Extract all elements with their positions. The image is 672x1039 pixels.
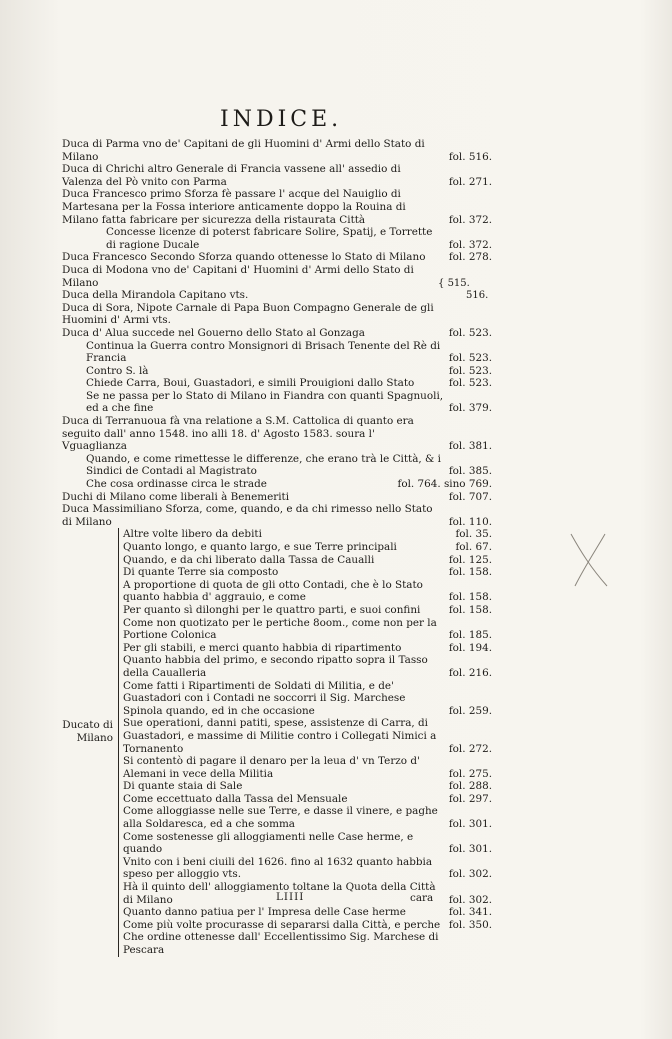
index-entry [62,415,492,453]
index-entry [62,138,492,163]
entry-text: Concesse licenze di poterst fabricare Solire, Spatij, e Torrette di ragione Ducale [106,226,433,251]
folio-reference: fol. 110. [448,515,492,528]
entry-text: Duca Francesco Secondo Sforza quando ottenesse lo Stato di Milano [62,251,426,264]
entry-text: Di quante staia di Sale [123,780,243,793]
index-entry [123,579,492,604]
margin-note [438,278,488,302]
entry-text: Altre volte libero da debiti [123,528,262,541]
entry-text: Come sostenesse gli alloggiamenti nelle Case herme, e quando [123,830,414,856]
folio-reference: fol. 379. [448,402,492,415]
entry-text: Duca Massimiliano Sforza, come, quando, e da chi rimesso nello Stato di Milano [62,503,433,528]
entry-text: Come alloggiasse nelle sue Terre, e dasse il vinere, e paghe alla Soldaresca, ed a che somma [123,805,438,831]
entry-text: Duca di Chrichi altro Generale di Francia vassene all' assedio di Valenza del Pò vnito con Parma [62,163,401,188]
folio-reference: fol. 350. [448,918,492,931]
index-entry [123,755,492,780]
index-entry [62,390,492,415]
index-entry [123,528,492,541]
folio-reference: fol. 385. [448,465,492,478]
index-entry [62,340,492,365]
margin-note-b: 516. [466,290,489,301]
folio-reference: fol. 516. [448,150,492,163]
folio-reference: fol. 125. [448,553,492,566]
entry-text: Per gli stabili, e merci quanto habbia di ripartimento [123,641,402,654]
index-entry [62,264,492,289]
folio-reference: fol. 523. [448,364,492,377]
folio-reference: fol. 301. [448,843,492,856]
entry-text: Duchi di Milano come liberali à Benemeriti [62,490,290,503]
index-entry [62,163,492,188]
index-entry [123,554,492,567]
entry-text: Di quante Terre sia composto [123,566,279,579]
entry-text: Duca di Modona vno de' Capitani d' Huomini d' Armi dello Stato di Milano [62,263,414,289]
folio-reference: fol. 216. [448,666,492,679]
entry-text: Quanto longo, e quanto largo, e sue Terre principali [123,541,397,553]
folio-reference: fol. 523. [448,377,492,390]
entry-text: Duca della Mirandola Capitano vts. [62,289,249,302]
folio-reference: fol. 707. [448,490,492,503]
page-title: INDICE. [220,107,343,132]
folio-reference: fol. 523. [448,326,492,339]
entry-text: Quando, e da chi liberato dalla Tassa de Caualli [123,553,375,566]
folio-reference: fol. 278. [448,251,492,264]
index-entry [123,617,492,642]
margin-note-a: 515. [447,278,470,289]
folio-reference: fol. 297. [448,792,492,805]
group-label: Ducato di Milano [62,719,113,744]
folio-reference: fol. 67. [455,541,492,553]
entry-text: Quanto habbia del primo, e secondo ripatto sopra il Tasso della Caualleria [123,654,428,679]
index-entry [62,226,492,251]
folio-reference: fol. 301. [448,818,492,831]
index-entry [62,503,492,528]
index-entry [123,919,492,932]
entry-text: Duca di Sora, Nipote Carnale di Papa Buon Compagno Generale de gli Huomini d' Armi vts. [62,301,434,327]
entry-text: Vnito con i beni ciuili del 1626. fino al 1632 quanto habbia speso per alloggio vts. [123,855,433,881]
folio-reference: fol. 271. [448,175,492,188]
entry-text: Quanto danno patiua per l' Impresa delle Case herme [123,906,406,919]
index-entry [123,793,492,806]
folio-reference: fol. 381. [448,440,492,453]
folio-reference: fol. 158. [448,566,492,579]
index-entry [123,780,492,793]
entry-text: Duca Francesco primo Sforza fè passare l' acque del Nauiglio di Martesana per la Fossa interiore anticamente doppo la Rouina di Milano fatta fabricare per sicurezza della ristaurata Città [62,188,406,226]
entry-text: Hà il quinto dell' alloggiamento toltane la Quota della Città di Milano [123,881,436,906]
index-entry [62,327,492,340]
entry-text: Come eccettuato dalla Tassa del Mensuale [123,792,348,805]
folio-reference: fol. 372. [448,213,492,226]
folio-reference: fol. 275. [448,767,492,780]
signature-mark: LIIII [276,891,305,903]
entry-text: Duca di Parma vno de' Capitani de gli Huomini d' Armi dello Stato di Milano [62,138,425,163]
folio-reference: fol. 259. [448,704,492,717]
entry-text: Quando, e come rimettesse le differenze, che erano trà le Città, & i Sindici de Contadi al Magistrato [86,452,441,478]
folio-reference: fol. 185. [448,629,492,642]
pencil-x-mark [567,530,611,590]
index-entry [62,289,492,302]
entry-text: Sue operationi, danni patiti, spese, assistenze di Carra, di Guastadori, e massime di Militie contro i Collegati Nimici a Tornanento [123,717,437,755]
entry-text: Come non quotizato per le pertiche 8oom., come non per la Portione Colonica [123,616,437,642]
index-entry [62,302,492,327]
index-entry [123,931,492,956]
index-entry [123,856,492,881]
entry-text: Se ne passa per lo Stato di Milano in Fiandra con quanti Spagnuoli, ed a che fine [86,389,444,415]
folio-reference: fol. 288. [448,780,492,793]
ducato-group-a [118,528,492,717]
entry-text: Duca d' Alua succede nel Gouerno dello Stato al Gonzaga [62,326,365,339]
folio-reference: fol. 272. [448,742,492,755]
folio-reference: fol. 35. [455,528,492,541]
index-entry [62,491,492,504]
index-entry [123,566,492,579]
index-entry [62,188,492,226]
folio-reference: fol. 372. [448,238,492,251]
entry-text: Duca di Terranuoua fà vna relatione a S.M. Cattolica di quanto era seguito dall' anno 1548. ino alli 18. d' Agosto 1583. soura l' Vguaglianza [62,415,414,453]
folio-reference: fol. 523. [448,352,492,365]
ducato-group-b [62,717,492,956]
entry-text: Che cosa ordinasse circa le strade [86,478,267,491]
folio-reference: fol. 194. [448,641,492,654]
index-entry [123,541,492,554]
folio-reference: fol. 302. [448,868,492,881]
folio-reference: fol. 341. [448,906,492,919]
catchword: cara [410,892,434,904]
index-entry [123,805,492,830]
index-entries [62,138,492,957]
entry-text: A proportione di quota de gli otto Contadi, che è lo Stato quanto habbia d' aggrauio, e come [123,578,423,604]
entry-text: Si contentò di pagare il denaro per la leua d' vn Terzo d' Alemani in vece della Militia [123,755,420,780]
entry-text: Contro S. là [86,364,149,377]
folio-reference: fol. 158. [448,591,492,604]
index-entry [123,717,492,755]
index-entry [123,680,492,718]
index-entry [62,377,492,390]
folio-reference: fol. 764. sino 769. [397,478,492,491]
index-entry [62,251,492,264]
index-entry [62,478,492,491]
index-entry [123,654,492,679]
entry-text: Come più volte procurasse di separarsi dalla Città, e perche [123,918,441,931]
index-entry [123,831,492,856]
index-entry [123,881,492,906]
index-entry [123,604,492,617]
margin-brace-icon: { [438,278,445,289]
entry-text: Continua la Guerra contro Monsignori di Brisach Tenente del Rè di Francia [86,339,441,365]
entry-text: Che ordine ottenesse dall' Eccellentissimo Sig. Marchese di Pescara [123,931,439,956]
index-entry [62,365,492,378]
index-entry [62,453,492,478]
folio-reference: fol. 302. [448,893,492,906]
folio-reference: fol. 158. [448,603,492,616]
index-entry [123,906,492,919]
entry-text: Per quanto sì dilonghi per le quattro parti, e suoi confini [123,603,421,616]
index-entry [123,642,492,655]
entry-text: Come fatti i Ripartimenti de Soldati di Militia, e de' Guastadori con i Contadi ne soccorri il Sig. Marchese Spinola quando, ed in che occasione [123,679,406,717]
entry-text: Chiede Carra, Boui, Guastadori, e simili Prouigioni dallo Stato [86,377,415,390]
